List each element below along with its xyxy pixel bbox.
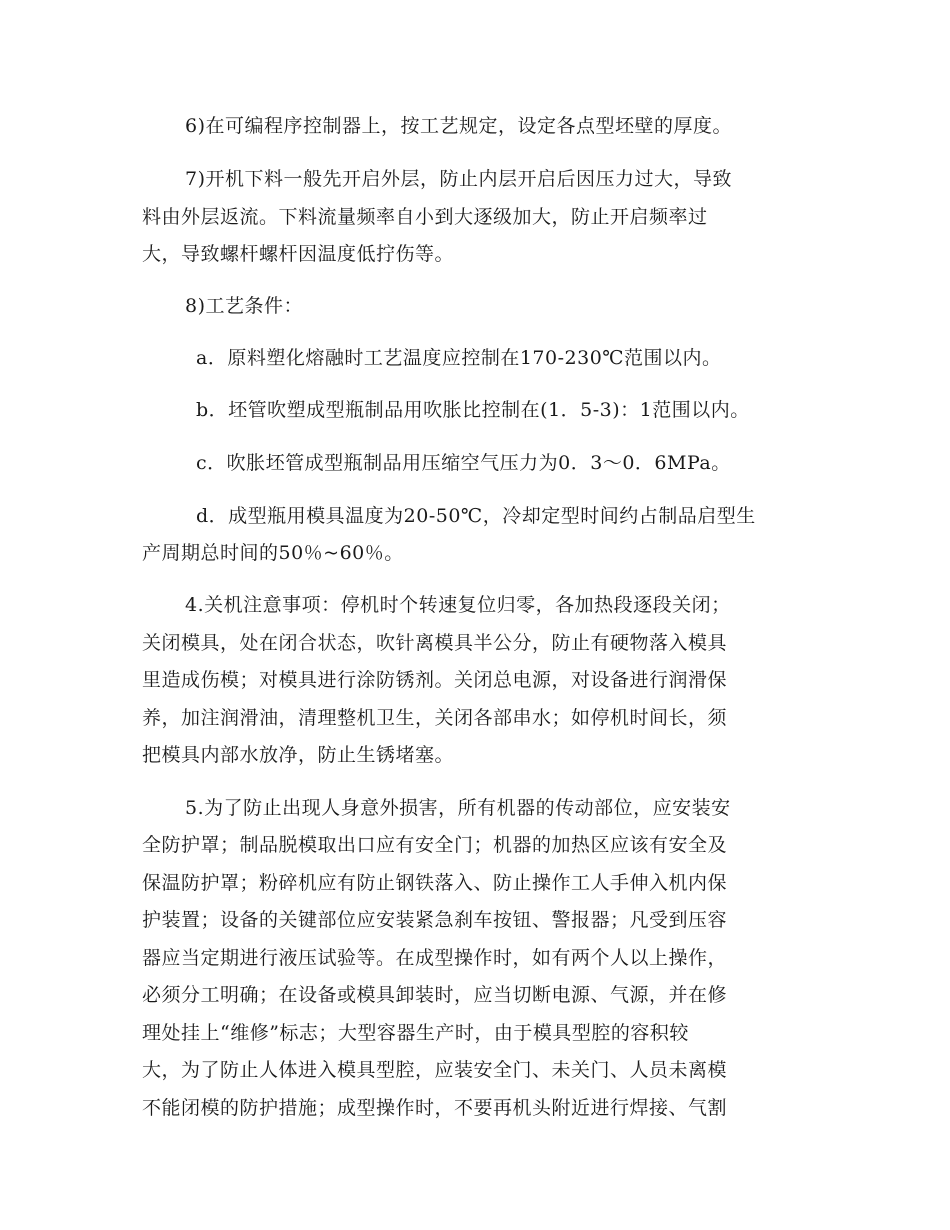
text-line: 里造成伤模；对模具进行涂防锈剂。关闭总电源，对设备进行润滑保 — [142, 669, 728, 691]
text-line: 大，为了防止人体进入模具型腔，应装安全门、未关门、人员未离模 — [142, 1059, 728, 1081]
text-line: 4.关机注意事项：停机时个转速复位归零，各加热段逐段关闭； — [185, 594, 731, 616]
text-line: 7)开机下料一般先开启外层，防止内层开启后因压力过大，导致 — [185, 168, 733, 190]
text-line: 大，导致螺杆螺杆因温度低拧伤等。 — [142, 243, 455, 265]
text-line: 必须分工明确；在设备或模具卸装时，应当切断电源、气源，并在修 — [142, 984, 728, 1006]
text-line: c．吹胀坯管成型瓶制品用压缩空气压力为0．3～0．6MPa。 — [196, 452, 731, 474]
text-line: 料由外层返流。下料流量频率自小到大逐级加大，防止开启频率过 — [142, 206, 708, 228]
text-line: 全防护罩；制品脱模取出口应有安全门；机器的加热区应该有安全及 — [142, 834, 728, 856]
text-line: 6)在可编程序控制器上，按工艺规定，设定各点型坯壁的厚度。 — [185, 115, 733, 137]
text-line: d．成型瓶用模具温度为20-50℃，冷却定型时间约占制品启型生 — [196, 505, 756, 527]
text-line: 不能闭模的防护措施；成型操作时，不要再机头附近进行焊接、气割 — [142, 1097, 728, 1119]
text-line: 养，加注润滑油，清理整机卫生，关闭各部串水；如停机时间长，须 — [142, 707, 728, 729]
text-line: 保温防护罩；粉碎机应有防止钢铁落入、防止操作工人手伸入机内保 — [142, 872, 728, 894]
text-line: 关闭模具，处在闭合状态，吹针离模具半公分，防止有硬物落入模具 — [142, 632, 728, 654]
text-line: 产周期总时间的50％~60％。 — [142, 542, 404, 564]
text-line: 护装置；设备的关键部位应安装紧急刹车按钮、警报器；凡受到压容 — [142, 909, 728, 931]
text-line: 8)工艺条件： — [185, 295, 304, 317]
text-line: b．坯管吹塑成型瓶制品用吹胀比控制在(1．5-3)：1范围以内。 — [196, 399, 750, 421]
text-line: a．原料塑化熔融时工艺温度应控制在170-230℃范围以内。 — [196, 347, 722, 369]
text-line: 器应当定期进行液压试验等。在成型操作时，如有两个人以上操作， — [142, 947, 728, 969]
text-line: 把模具内部水放净，防止生锈堵塞。 — [142, 744, 455, 766]
text-line: 理处挂上“维修”标志；大型容器生产时，由于模具型腔的容积较 — [142, 1022, 689, 1044]
text-line: 5.为了防止出现人身意外损害，所有机器的传动部位，应安装安 — [185, 797, 731, 819]
